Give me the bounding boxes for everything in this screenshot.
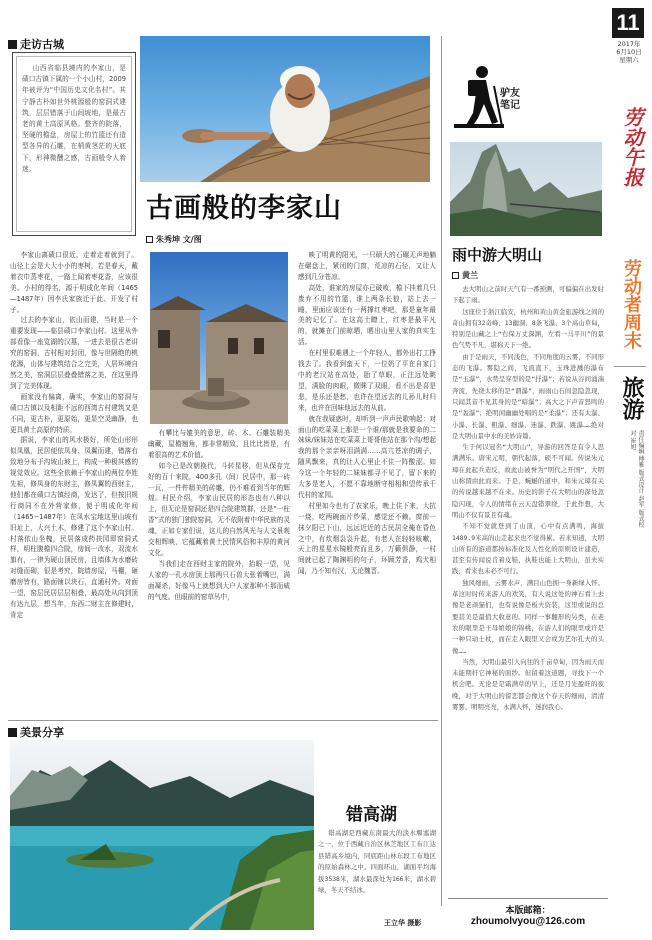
feature-byline — [146, 234, 202, 245]
bottom-divider — [8, 720, 438, 721]
right-paragraph: 当然，大明山最引人向往的千亩草甸，因为雨天而未能期杆它神秘的面纱。但留着这道题，寻找下一个机会吧。无论是是霜满草的早上，还是月光盈旺的夜晚，对于大明山的留恋都会像这个春天的细雨，清清雾雾、明明亮亮，永满人怀，迷润我心。 — [452, 657, 604, 711]
feature-column-1 — [10, 250, 138, 708]
section-label-text: 走访古城 — [20, 38, 64, 51]
divider — [614, 366, 646, 367]
right-headline: 雨中游大明山 — [452, 246, 543, 264]
mail-address[interactable]: zhoumolvyou@126.com — [470, 916, 586, 927]
right-paragraph: 去大明山之前时天气有一番预测，可偏偏在出发时下起了雨。 — [452, 285, 604, 305]
right-article-body — [452, 284, 604, 896]
col3-paragraph: 高处，谁家的房屋亦已破败，檐下挂着几只废弃不用的竹篮，谁上两条长狼，站上去一睡，里面应该还有一两撑红枣吧，那是童年最美的记忆了。在这高土瞭上，红枣是最平凡的，就摊在门前晾晒，晒出山里人家的真实生活。 — [298, 283, 436, 347]
note-label-1: 驴友 — [500, 88, 520, 99]
column-divider — [441, 36, 442, 906]
lake-photo — [10, 740, 314, 930]
feature-column-3 — [298, 250, 436, 708]
col2-paragraph: 当我们走在西财主家的院外，抬眼一望，见人家的一孔水房顶上那两只石兽大张着嘴巴，满面凝杀，好像马上就想到大户人家那种不那而威的气度。但眼前的窑草丛中， — [148, 559, 290, 601]
section-square-icon — [8, 40, 17, 49]
col1-paragraph: 过去的李家山，依山而建，当时是一个重要发现——临县碛口李家山村。这里从外部看像一座览湖的汉墓，一进去是很古老讲究的窑洞，古村相对封闭，像与世隔绝的桃花源，山体与建筑结合之完美，人居环境自然之美，窑洞层层叠叠错落之美，在这里得到了完美体现。 — [10, 316, 138, 390]
right-paragraph: 这座位于浙江临安，杭州和黄山黄金旅游线之间的奇山拥有32奇峰、13幽洞、8条飞瀑、3个高山草甸，特别是山藏之上“右保万丈深渊，左看一马平川”的景色气势不凡，堪称天下一绝。 — [452, 307, 604, 350]
mail-label: 本版邮箱： — [505, 906, 551, 916]
mailbox — [448, 898, 608, 934]
mountain-photo — [450, 142, 602, 236]
section-label-old-town — [8, 36, 64, 52]
issue-date — [612, 40, 646, 64]
page-number-box: 11 — [612, 8, 644, 38]
note-label-2: 笔记 — [500, 100, 520, 111]
byline-box-icon — [452, 272, 459, 279]
right-byline-text: 黄兰 — [462, 271, 478, 280]
hero-photo-old-man — [140, 36, 430, 182]
mountain-illustration — [450, 142, 602, 236]
intro-box — [12, 52, 136, 236]
col3-paragraph: 就在我疑惑时，却听到一声声民歌响起：对面山的吃菜菜上那是一个谁/那就是我要命的二妹妹/妹妹站在吃菜菜上哥哥他站在那个沟/想起我的那个亲亲呀泪满满……高亢苍凉的调子，随风飘来，真的让人心里止不住一阵酸涩。如今这一个年轻的二妹妹都寻不见了，留下来的大多是老人，不愿不靠地断守相相和望传承千代村的家园。 — [298, 414, 436, 499]
feature-headline: 古画般的李家山 — [146, 193, 342, 224]
right-paragraph: 独风细雨，云雾水声，满目山色拥一身新绿入怀。革这时时传来游人的欢笑，有人说这处的神石看上去像是老顽猫们，也有说像是板夫资装，这里或说的总要甚美是最值大收意的。同样一事翻形的另类，在老农的眼里是王母娘娘的锦桃，在游人们的眼里或许是一种只动士杖，而在走入眼里又会或为艺尔孔夫的头像…… — [452, 578, 604, 655]
byline-box-icon — [146, 236, 153, 243]
right-byline — [452, 270, 478, 281]
village-photo — [150, 252, 288, 424]
date-day: 6月10日 — [616, 48, 642, 56]
section-label-text: 美景分享 — [20, 726, 64, 739]
masthead-logo: 劳动午报 — [620, 107, 644, 187]
lake-description — [318, 828, 436, 916]
col2-paragraph: 有攀比与媲美的意思，砖、木、石雕装精美幽藏，屋檐翘角，都非常精致，且比比皆是，有着很高的艺术价值。 — [148, 429, 290, 459]
col1-paragraph: 据说，李家山的风水极好，所处山形形似凤凰，民居便依凤身、凤翼而建，错落有致地分布于沟坡山坡上，构成一种极其感的视觉效应。这些全依赖于李家山的两位李姓先祖，修凤身的东财主，修凤翼的西财主，他们都在碛口古镇经商，发达了，但按旧规行商同不在外营家修，便于明成化年间（1465−1487年）在凤水宝地这里山坡有旧址上，大兴土木，修建了这个李家山村。村落依山坐槐，民居落成药扶园即窑洞式样，明柱腹檐四合院，房间一改水，双流水旗有，一律为硬山顶民房，且墙体为水磨砖对缝而砌，很是考究，院墙房屋，马棚，砸磨房皆有，路面铺以块石，直通村外。对面一望，窑层民居层层相叠，最高处从向到顶有达九层，想当年，东西二财主在修建时，肯定 — [10, 436, 138, 619]
col1-paragraph: 画家没有偏离，确实，李家山的窑洞与碛口古镇以及相距不远的西湾古村建筑又是不同，更古朴，更原始，更显空灵幽静，也更具黄土高原的特质。 — [10, 392, 138, 434]
section-title-travel: 旅游 — [619, 376, 644, 420]
col3-paragraph: 在村里很难遇上一个年轻人，都外出打工挣钱去了。我看到蛮天下，一位奶了平在自家门中的老汉站在高处，胎了草眼，正注远处眺望，满脸的肉眼，微眯了双眼，看不出是喜是悲，是乐还是愁，也许在望远去的儿孙儿时归来，也许在回味他远去的从前。 — [298, 349, 436, 412]
section-title-weekend: 劳动者周末 — [621, 259, 642, 349]
col2-paragraph: 如今已是改朝换代，斗转星移，但从保存完好的百十来院，400多孔（间）民居中，那一砖一瓦，一件件精美的砖雕，仍不难看到当年的辉煌。村民介绍，李家山民居的形态也有八种以上，但无论是窑洞还是四合院建筑群，还是“一柱香”式的独门独院窑洞，无不依附着中华民族的灵魂，正如专家们说，这儿的自然风光与人文景观交相辉映，它蕴藏着黄土民情风俗和丰厚的黄河文化。 — [148, 461, 290, 557]
section-label-scenery — [8, 724, 64, 740]
lake-text: 错高湖是西藏东南最大的淡水堰塞湖之一，位于西藏自治区林芝地区工布江达县错高乡境内，同底距山林东段工布地区的原始森林之中。四面环山，湖面平均海拔3538米，湖水最深处为166米，湖水碧绿，冬天不结冰。 — [318, 829, 436, 895]
col3-paragraph: 映了明黄的阳光，一只硕大的石碾无声地躺在碾盘上，紧闭的门窗，荒凉的石径，又让人感到几分苍凉。 — [298, 251, 436, 281]
village-illustration — [150, 252, 288, 424]
editor-credits: 责任编辑 傅雅 版式设计 赵军 版式校对 崔旭 — [629, 430, 644, 528]
byline-text: 朱秀坤 文/图 — [156, 235, 202, 244]
lake-headline: 错高湖 — [346, 805, 397, 825]
right-paragraph: 生于何以冠名“大明山”，导游的回答是有令人思满满乐。唐宋元明，朝代起落，硕不可闻。传说朱元璋在此起兵造反，故此山被誉为“明代之开国”，大明山称谓由此而来。于是，蜿蜒的道中，和朱元璋有关的传说越来越不在来。历史的影子在大明山的深处忽隐闪现，令人的情绪在云天盘错翠绕，于此作想，大明山不仅有景且有魂。 — [452, 443, 604, 519]
hero-illustration — [140, 36, 430, 182]
col1-paragraph: 李家山离碛口很近，走着走着就到了。山径上会是大大小小的枣树，若是春天，戴着衣巾蒸枣花，一路上闻着枣花香，应该很美。小村的得名，源于明成化年间（1465—1487年）因李氏家族迁于此、开发了村子。 — [10, 251, 138, 314]
feature-column-2 — [148, 428, 290, 708]
section-square-icon — [8, 728, 17, 737]
lake-photo-credit: 王立华 摄影 — [384, 919, 422, 927]
date-weekday: 星期六 — [619, 56, 639, 64]
hiker-icon — [454, 62, 504, 128]
col3-paragraph: 村里如今也有了农家乐，晚上住下来，大抗一烧，吃两碗面片炒菜，感觉还不赖。窗前一抹夕阳已下山，远远近近的古民居全掩在昏色之中，有炊烟袅袅升起，有老人在轻轻咳嗽，天上的星星水镜般亮而且多，万籁俱静，一村间就已起了陶渊明的句子，环顾芳香，鸡犬相闻，乃不知有汉，无论魏晋。 — [298, 501, 436, 576]
intro-text: 山西省临县境内的李家山，是碛口古镇下属的一个小山村，2009年被评为“中国历史文化名村”。其宁静古朴如世外桃源般的窑洞式建筑，层层错落于山间坡地，是最古老的黄土高原风格。整齐的院落，坚硬的檐盘，房屋上的竹篮还有造型各异的石雕，在梢黄茎茫的天底下，形神微醺之感，古画般令人着迷。 — [16, 56, 132, 232]
lake-illustration — [10, 740, 314, 930]
date-year: 2017年 — [617, 40, 641, 48]
travel-notes-tag — [500, 88, 520, 112]
right-paragraph: 由于是雨天，不同浅色，不同角度的云雾，不同形态的飞瀑。雾隐之间，飞流直下，玉珠进溅的瀑布是“玉瀑”，水势呈穿型的是“抒瀑”；若说从谷间涌湍奔流，先绕太移的是“谓瀑”，雨雨山石间忽隐忽现，只闻其音不见其身的是“暗瀑”；高大之下声音怒鸣的是“轰瀑”；绝明闲幽幽处唱的是“柔瀑”；还有太瀑、小瀑、长瀑、粗瀑、细瀑、迷瀑、跌瀑、跳瀑……绝对是大明山景中水的美妙诗篇。 — [452, 352, 604, 440]
right-paragraph: 不知不觉就登到了山顶，心中有点满鸣，海拔1489.9米高的山走起来也不觉得累。若来知道，大明山所有的游道都按标准化及人性化的原则设计建造，甚至有传闻说肯着皮鞋、执鞋也能上大明山，虽夫实践，看来也未必不可行。 — [452, 522, 604, 576]
